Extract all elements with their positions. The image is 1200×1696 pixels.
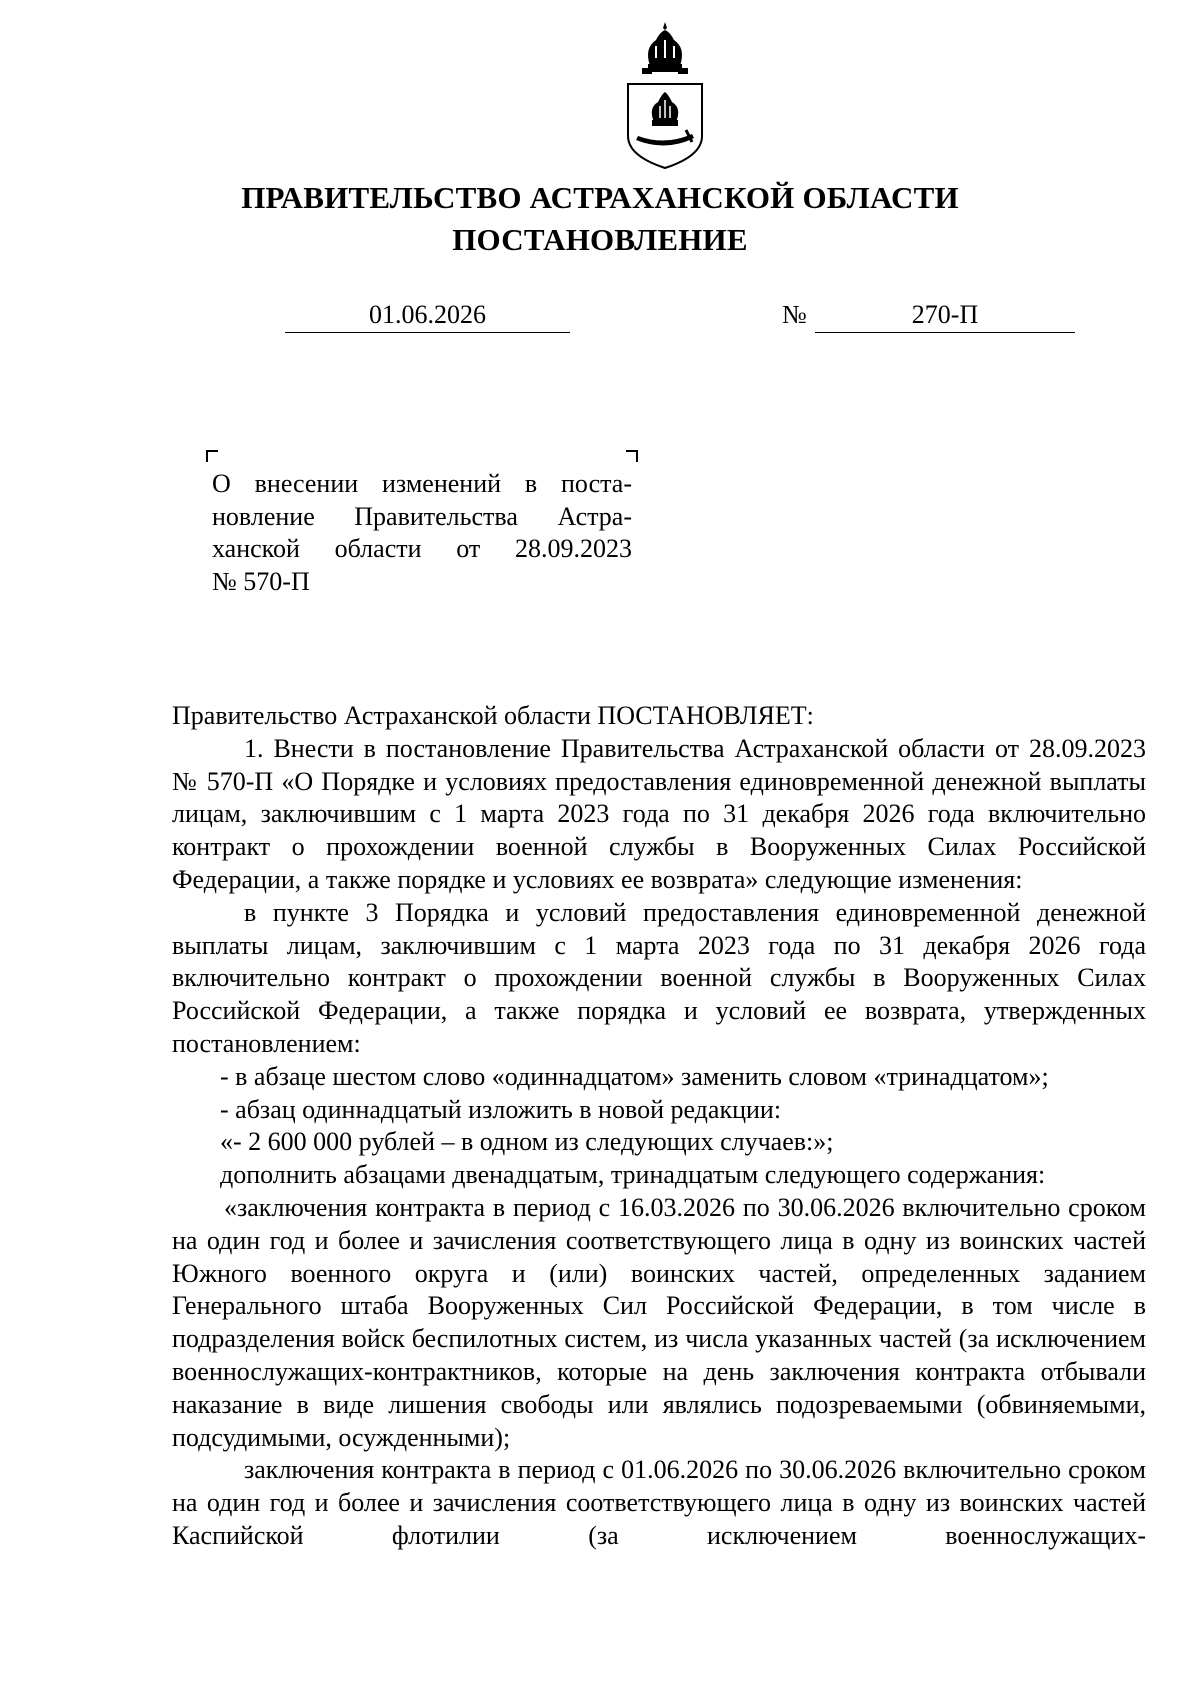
paragraph-1: 1. Внести в постановление Правительства Астраханской области от 28.09.2023 № 570-П «О Порядке и условиях предоставления единовременной денежной выплаты лицам, заключившим с 1 марта 2023 года по 31 декабря 2026 года включительно контракт о прохождении военной службы в Вооруженных Силах Российской Федерации, а также порядке и условиях ее возврата» следующие изменения:	[172, 733, 1146, 894]
paragraph-2: в пункте 3 Порядка и условий предоставления единовременной денежной выплаты лицам, заключившим с 1 марта 2023 года по 31 декабря 2026 года включительно контракт о прохождении военной службы в Вооруженных Силах Российской Федерации, а также порядка и условий ее возврата, утвержденных постановлением:	[172, 897, 1146, 1058]
subject-line-1: О внесении изменений в поста-	[212, 469, 632, 498]
document-date: 01.06.2026	[369, 300, 486, 329]
paragraph-3: - в абзаце шестом слово «одиннадцатом» заменить словом «тринадцатом»;	[220, 1061, 1049, 1091]
subject-line-4: № 570-П	[212, 566, 310, 596]
subject-line-2: новление Правительства Астра-	[212, 501, 632, 531]
government-title: ПРАВИТЕЛЬСТВО АСТРАХАНСКОЙ ОБЛАСТИ	[241, 180, 959, 215]
subject-corner-left	[206, 450, 218, 462]
document-body	[172, 700, 1146, 1553]
document-number: 270-П	[911, 300, 979, 329]
date-underline	[285, 332, 570, 333]
document-type-title: ПОСТАНОВЛЕНИЕ	[452, 222, 748, 257]
paragraph-7: «заключения контракта в период с 16.03.2026 по 30.06.2026 включительно сроком на один год и более и зачисления соответствующего лица в одну из воинских частей Южного военного округа и (или) воинских частей, определенных заданием Генерального штаба Вооруженных Сил Российской Федерации, в том числе в подразделения войск беспилотных систем, из числа указанных частей (за исключением военнослужащих-контрактников, которые на день заключения контракта отбывали наказание в виде лишения свободы или являлись подозреваемыми (обвиняемыми, подсудимыми, осужденными);	[172, 1192, 1146, 1452]
paragraph-5: «- 2 600 000 рублей – в одном из следующих случаев:»;	[220, 1127, 834, 1157]
number-sign: №	[782, 300, 807, 329]
document-subject	[212, 468, 632, 598]
paragraph-8: заключения контракта в период с 01.06.2026 по 30.06.2026 включительно сроком на один год и более и зачисления соответствующего лица в одну из воинских частей Каспийской флотилии (за исключением военнослужащих-	[172, 1455, 1146, 1550]
coat-of-arms-icon	[620, 18, 710, 170]
subject-corner-right	[626, 450, 638, 462]
paragraph-4: - абзац одиннадцатый изложить в новой редакции:	[220, 1094, 782, 1124]
resolution-preamble: Правительство Астраханской области ПОСТАНОВЛЯЕТ:	[172, 701, 814, 730]
number-underline	[815, 332, 1075, 333]
paragraph-6: дополнить абзацами двенадцатым, тринадцатым следующего содержания:	[220, 1160, 1046, 1190]
subject-line-3: ханской области от 28.09.2023	[212, 534, 632, 563]
